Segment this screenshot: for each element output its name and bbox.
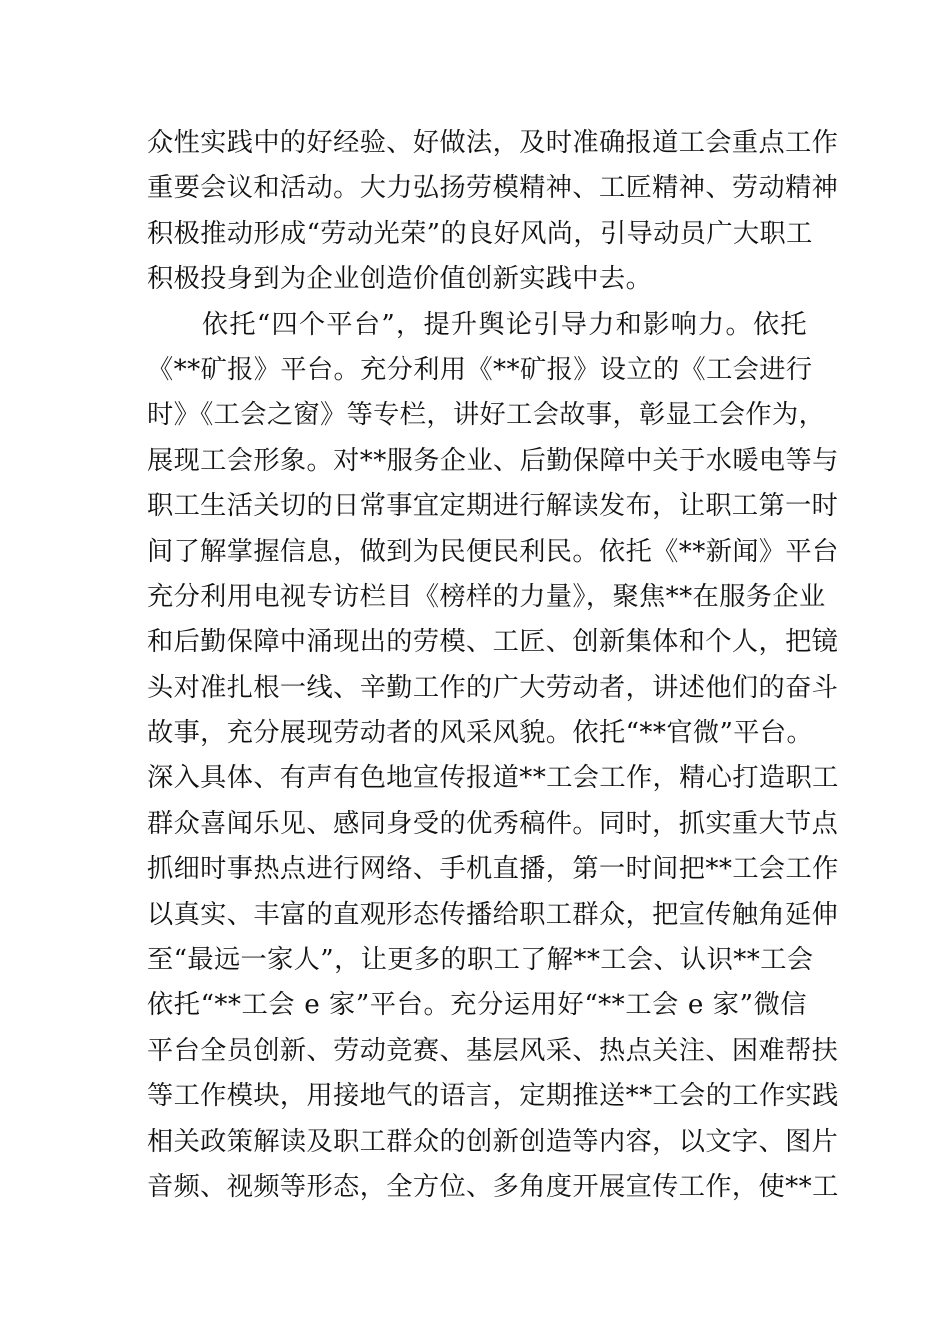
text-line: 头对准扎根一线、辛勤工作的广大劳动者，讲述他们的奋斗 bbox=[147, 672, 839, 703]
text-line: 展现工会形象。对**服务企业、后勤保障中关于水暖电等与 bbox=[147, 445, 839, 476]
paragraph-2 bbox=[147, 303, 839, 1211]
text-line: 至“最远一家人”，让更多的职工了解**工会、认识**工会 bbox=[147, 945, 814, 976]
text-line: 群众喜闻乐见、感同身受的优秀稿件。同时，抓实重大节点 bbox=[147, 808, 839, 839]
text-line: 相关政策解读及职工群众的创新创造等内容，以文字、图片 bbox=[147, 1126, 839, 1157]
text-line: 重要会议和活动。大力弘扬劳模精神、工匠精神、劳动精神 bbox=[147, 173, 839, 204]
text-line: 故事，充分展现劳动者的风采风貌。依托“**官微”平台。 bbox=[147, 718, 814, 749]
text-line: 依托“四个平台”，提升舆论引导力和影响力。依托 bbox=[147, 309, 807, 340]
text-line: 以真实、丰富的直观形态传播给职工群众，把宣传触角延伸 bbox=[147, 899, 839, 930]
text-line: 积极推动形成“劳动光荣”的良好风尚，引导动员广大职工 bbox=[147, 218, 813, 249]
text-line: 音频、视频等形态，全方位、多角度开展宣传工作，使**工 bbox=[147, 1171, 839, 1202]
body-text bbox=[147, 121, 839, 1210]
text-line: 等工作模块，用接地气的语言，定期推送**工会的工作实践 bbox=[147, 1081, 839, 1112]
text-line: 职工生活关切的日常事宜定期进行解读发布，让职工第一时 bbox=[147, 491, 839, 522]
text-line: 和后勤保障中涌现出的劳模、工匠、创新集体和个人，把镜 bbox=[147, 627, 839, 658]
text-line: 积极投身到为企业创造价值创新实践中去。 bbox=[147, 264, 653, 295]
text-line: 深入具体、有声有色地宣传报道**工会工作，精心打造职工 bbox=[147, 763, 839, 794]
text-line: 时》《工会之窗》等专栏，讲好工会故事，彰显工会作为， bbox=[147, 400, 826, 431]
text-line: 抓细时事热点进行网络、手机直播，第一时间把**工会工作 bbox=[147, 854, 839, 885]
paragraph-1 bbox=[147, 121, 839, 303]
text-line: 平台全员创新、劳动竞赛、基层风采、热点关注、困难帮扶 bbox=[147, 1035, 839, 1066]
text-line: 充分利用电视专访栏目《榜样的力量》，聚焦**在服务企业 bbox=[147, 581, 826, 612]
text-line: 依托“**工会 e 家”平台。充分运用好“**工会 e 家”微信 bbox=[147, 990, 807, 1021]
text-line: 众性实践中的好经验、好做法，及时准确报道工会重点工作 bbox=[147, 128, 839, 158]
text-line: 间了解掌握信息，做到为民便民利民。依托《**新闻》平台 bbox=[147, 536, 839, 567]
text-line: 《**矿报》平台。充分利用《**矿报》设立的《工会进行 bbox=[147, 354, 813, 385]
